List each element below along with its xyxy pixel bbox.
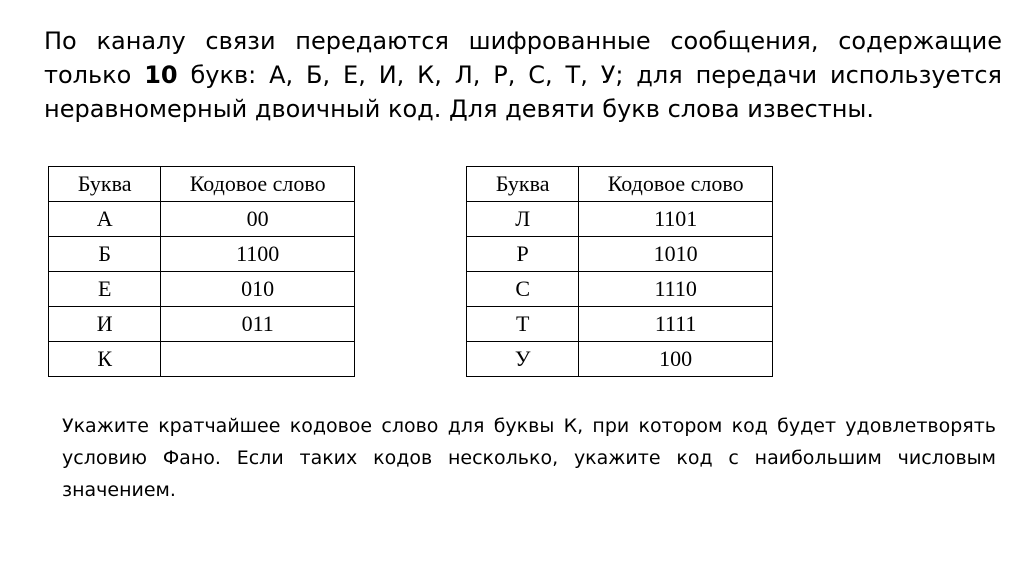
table-row [467, 202, 773, 237]
letter-cell: И [49, 307, 161, 342]
codeword-cell: 1110 [579, 272, 773, 307]
codeword-cell: 1111 [579, 307, 773, 342]
letter-cell: К [49, 342, 161, 377]
letter-cell: А [49, 202, 161, 237]
codeword-cell: 1010 [579, 237, 773, 272]
table-header-row [49, 167, 355, 202]
table-row [467, 307, 773, 342]
code-table-left [48, 166, 355, 377]
letter-cell: У [467, 342, 579, 377]
table-row [467, 237, 773, 272]
problem-intro [44, 24, 1002, 126]
letter-cell: Е [49, 272, 161, 307]
table-header-row [467, 167, 773, 202]
codeword-cell-empty [161, 342, 355, 377]
table-row [49, 202, 355, 237]
column-header-codeword: Кодовое слово [161, 167, 355, 202]
code-table-right [466, 166, 773, 377]
question-text: Укажите кратчайшее кодовое слово для буквы К, при котором код будет удовлетворять условию Фано. Если таких кодов несколько, укажите код с наибольшим числовым значением. [62, 415, 996, 501]
letter-count: 10 [144, 61, 178, 89]
intro-text-1: По каналу связи передаются шифрованные сообщения, содержащие только [44, 27, 1002, 89]
column-header-codeword: Кодовое слово [579, 167, 773, 202]
table-row [49, 342, 355, 377]
letter-cell: Л [467, 202, 579, 237]
letter-cell: С [467, 272, 579, 307]
intro-text-2: букв: А, Б, Е, И, К, Л, Р, С, Т, У; для передачи используется неравномерный двоичный код. Для девяти букв слова известны. [44, 61, 1002, 123]
codeword-cell: 00 [161, 202, 355, 237]
table-row [49, 237, 355, 272]
table-row [49, 272, 355, 307]
letter-cell: Т [467, 307, 579, 342]
letter-cell: Б [49, 237, 161, 272]
codeword-cell: 1100 [161, 237, 355, 272]
codeword-cell: 100 [579, 342, 773, 377]
codeword-cell: 010 [161, 272, 355, 307]
column-header-letter: Буква [49, 167, 161, 202]
table-row [49, 307, 355, 342]
column-header-letter: Буква [467, 167, 579, 202]
letter-cell: Р [467, 237, 579, 272]
table-row [467, 342, 773, 377]
codeword-cell: 011 [161, 307, 355, 342]
table-row [467, 272, 773, 307]
codeword-cell: 1101 [579, 202, 773, 237]
